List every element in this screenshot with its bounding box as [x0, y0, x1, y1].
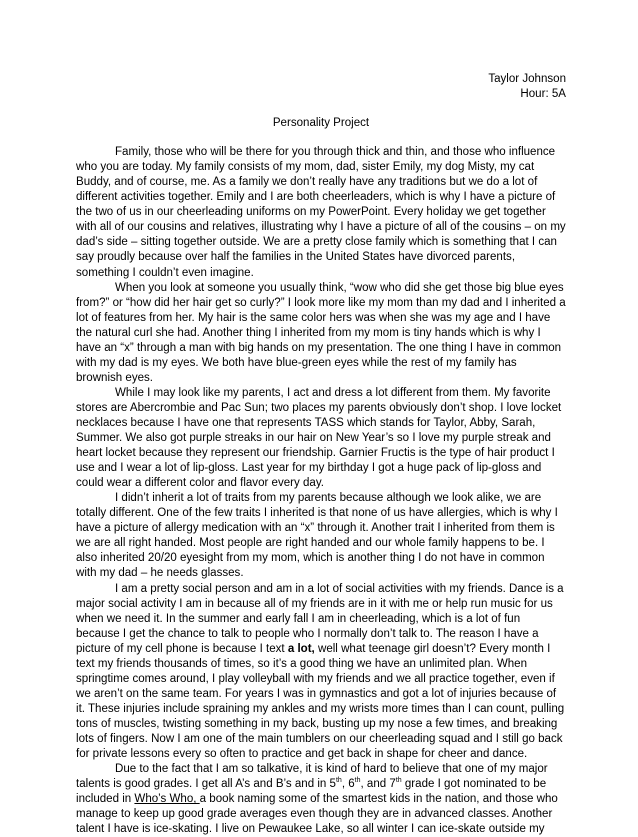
- paragraph-style: While I may look like my parents, I act and dress a lot different from them. My favorite stores are Abercrombie and Pac Sun; two places my parents obviously don’t shop. I love locket necklaces because I have one that represents TASS which stands for Taylor, Abby, Sarah, Summer. We also got purple streaks in our hair on New Year’s so I love my purple streak and heart locket because they represent our friendship. Garnier Fructis is the type of hair product I use and I wear a lot of lip-gloss. Last year for my birthday I got a huge pack of lip-gloss and could wear a different color and flavor every day.: [76, 386, 562, 490]
- author-name: Taylor Johnson: [488, 73, 566, 85]
- document-title: Personality Project: [272, 117, 370, 130]
- class-hour: Hour: 5A: [520, 88, 566, 101]
- ordinal-suffix-7th: th: [395, 777, 402, 785]
- paragraph-traits: I didn’t inherit a lot of traits from my parents because although we look alike, we are totally different. One of the few traits I inherited is that none of us have allergies, which is why I have a picture of allergy medication with an “x” through it. Another trait I inherited from them is we are all right handed. Most people are right handed and our whole family happens to be. I also inherited 20/20 eyesight from my mom, which is another thing I do not have in common with my dad – he needs glasses.: [76, 492, 558, 580]
- talents-text-2: , 6: [341, 778, 355, 791]
- talents-text-3: , and 7: [360, 778, 396, 791]
- ordinal-suffix-5th: th: [335, 777, 342, 785]
- book-title-whos-who: Who’s Who,: [134, 793, 200, 806]
- paragraph-family: Family, those who will be there for you through thick and thin, and those who influence who you are today. My family consists of my mom, dad, sister Emily, my dog Misty, my cat Buddy, and of course, me. As a family we don’t really have any traditions but we do a lot of different activities together. Emily and I are both cheerleaders, which is why I have a picture of the two of us in our cheerleading uniforms on my PowerPoint. Every holiday we get together with all of our cousins and relatives, illustrating why I have a picture of all of the cousins – on my dad’s side – sitting together outside. We are a pretty close family which is something that I can say proudly because over half the families in the United States have divorced parents, something I couldn’t even imagine.: [76, 146, 566, 279]
- social-text-start: I am a pretty social person and am in a lot of social activities with my friends. Dance is a major social activity I am in because all of my friends are in it with me or help run music for us when we need it. In the summer and early fall I am in cheerleading, which is a lot of fun because I get the chance to talk to people who I normally don’t talk to. The reason I have a picture of my cell phone is because I text: [76, 582, 564, 655]
- talents-text-1: Due to the fact that I am so talkative, it is kind of hard to believe that one of my major talents is good grades. I get all A’s and B’s and in 5: [76, 763, 548, 791]
- social-text-end: well what teenage girl doesn’t? Every month I text my friends thousands of times, so it’s a good thing we have an unlimited plan. When springtime comes around, I play volleyball with my friends and we all practice together, even if we aren’t on the same team. For years I was in gymnastics and got a lot of injuries because of it. These injuries include spraining my ankles and my wrists more times than I can count, pulling tons of muscles, twisting something in my back, busting up my nose a few times, and breaking lots of fingers. Now I am one of the main tumblers on our cheerleading squad and I still go back for private lessons every so often to practice and get back in shape for cheer and dance.: [76, 642, 565, 761]
- document-page: [76, 72, 566, 837]
- paragraph-looks: When you look at someone you usually think, “wow who did she get those big blue eyes from?” or “how did her hair get so curly?” I look more like my mom than my dad and I inherited a lot of features from her. My hair is the same color hers was when she was my age and I have the natural curl she had. Another thing I inherited from my mom is tiny hands which is why I have an “x” through a man with big hands on my presentation. The one thing I have in common with my dad is my eyes. We both have blue-green eyes while the rest of my family has brownish eyes.: [76, 281, 566, 384]
- social-bold-text: a lot,: [287, 642, 315, 655]
- paragraph-social: [76, 582, 566, 763]
- document-header: [76, 72, 566, 102]
- ordinal-suffix-6th: th: [354, 777, 361, 785]
- talents-text-5: a book naming some of the smartest kids in the nation, and those who manage to keep up good grade averages even though they are in advanced classes. Another talent I have is ice-skating. I live on Pewaukee Lake, so all winter I can ice-skate outside my: [76, 793, 558, 836]
- talents-text-4: grade I got nominated to be included in: [76, 778, 547, 806]
